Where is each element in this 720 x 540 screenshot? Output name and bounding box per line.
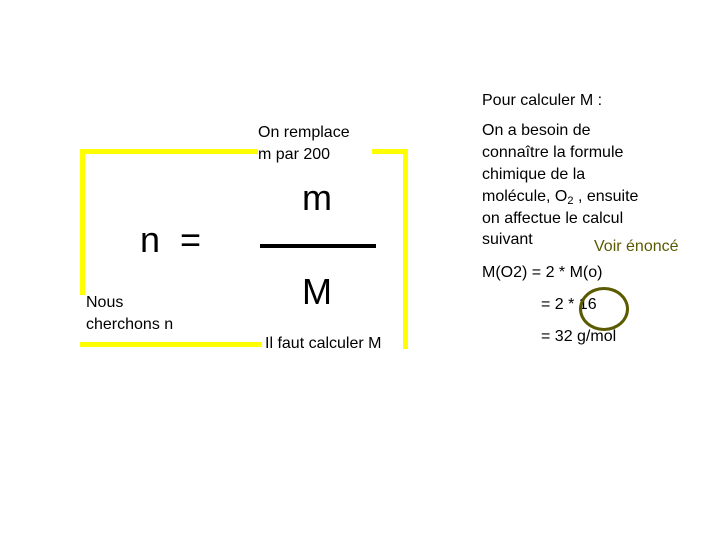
explanation-line1: On a besoin de [482,122,591,139]
highlight-circle [579,287,629,331]
search-note-line2: cherchons n [86,316,174,333]
replace-note-line2: m par 200 [258,146,331,163]
frame-right [403,149,408,349]
heading: Pour calculer M : [482,92,603,109]
replace-note-line1: On remplace [258,124,350,141]
explanation-line6: suivant [482,231,533,248]
molecule-text: molécule, O [482,188,568,205]
explanation-line2: connaître la formule [482,144,624,161]
see-statement-link[interactable]: Voir énoncé [594,238,679,255]
frame-left [80,149,85,295]
calc-line2: = 2 * 16 [541,296,597,313]
search-note-line1: Nous [86,294,124,311]
n-equals: n = [140,219,202,260]
calc-m-note: Il faut calculer M [265,335,382,352]
molecule-subscript: 2 [567,195,574,207]
molecule-after: , ensuite [573,188,639,205]
frame-top-left [80,149,258,154]
explanation-line3: chimique de la [482,166,586,183]
frame-bottom [80,342,262,347]
denominator: M [302,271,332,312]
calc-line3: = 32 g/mol [541,328,617,345]
calc-line1: M(O2) = 2 * M(o) [482,264,603,281]
numerator: m [302,177,332,218]
fraction-bar [260,244,376,248]
explanation-line5: on affectue le calcul [482,210,624,227]
